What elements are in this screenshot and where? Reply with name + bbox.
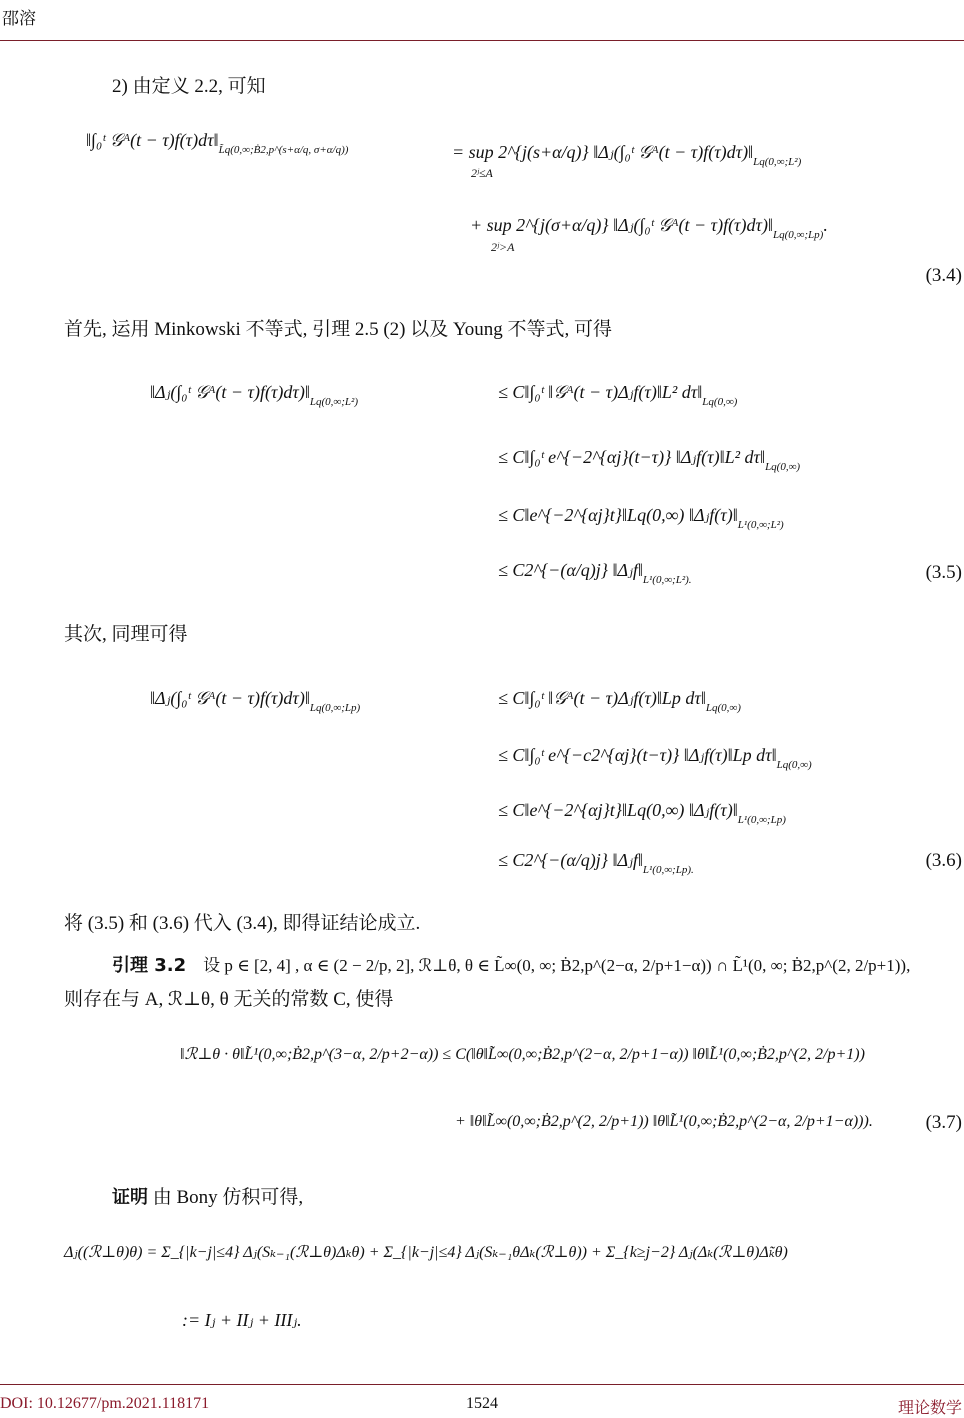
eq35-l3-text: ≤ C‖e^{−2^{αj}t}‖Lq(0,∞) ‖Δⱼf(τ)‖ [498,505,738,525]
para-first: 首先, 运用 Minkowski 不等式, 引理 2.5 (2) 以及 Young 不等式, 可得 [64,319,613,340]
eq36-l4-sub: L¹(0,∞;Lp). [642,864,694,876]
footer-page-number: 1524 [466,1395,498,1412]
eq34-line2: + sup 2^{j(σ+α/q)} ‖Δⱼ(∫₀ᵗ 𝒢ᴬ(t − $\tau)f(\tau)d\tau)‖_{Lq(0,\infty;Lp)}$. [470,215,828,241]
eq36-l1-sub: Lq(0,∞) [705,702,741,714]
eq34-rhs1 [452,142,801,169]
eq35-l4-text: ≤ C2^{−(α/q)j} ‖Δⱼf‖ [498,560,643,580]
eq36-l3-sub: L¹(0,∞;Lp) [737,814,786,826]
eq34-rhs1-sub: Lq(0,∞;L²) [753,156,802,168]
eq34-line2-text: + sup 2^{j(σ+α/q)} ‖Δⱼ(∫₀ᵗ 𝒢ᴬ(t − τ)f(τ)dτ)‖ [470,215,773,235]
proof-text: 由 Bony 仿积可得, [152,1187,304,1208]
eq36-l1-text: ≤ C‖∫₀ᵗ ‖𝒢ᴬ(t − τ)Δⱼf(τ)‖Lp dτ‖ [498,688,706,708]
eq34-line1 [86,130,348,157]
eq35-l1-sub: Lq(0,∞) [702,396,738,408]
eq35-tag: (3.5) [925,562,962,583]
eq35-lhs-sub: Lq(0,∞;L²) [309,396,359,408]
lemma-text1: 设 p ∈ [2, 4] , α ∈ (2 − 2/p, 2], ℛ⊥θ, θ ∈ L̃∞(0, ∞; Ḃ2,p^(2−α, 2/p+1−α)) ∩ L̃¹(0, ∞; Ḃ2,p^(2, 2/p+1)), [203,956,911,975]
eq35-l3-sub: L¹(0,∞;L²) [737,519,784,531]
eq35-l4-sub: L¹(0,∞;L²). [642,574,692,586]
para-conclude: 将 (3.5) 和 (3.6) 代入 (3.4), 即得证结论成立. [64,913,421,934]
eq36-lhs-text: ‖Δⱼ(∫₀ᵗ 𝒢ᴬ(t − τ)f(τ)dτ)‖ [150,688,310,708]
eq34-sup2-sub: 2ʲ>A [491,240,515,254]
lemma-line1 [112,955,910,978]
page-header [0,0,964,41]
proof-label: 证明 [112,1187,148,1208]
para-second: 其次, 同理可得 [64,624,188,645]
eq36-line1 [498,688,741,715]
eq37-tag: (3.7) [925,1112,962,1133]
eq34-line2-sub: Lq(0,∞;Lp) [773,229,824,241]
proof-line [112,1186,303,1210]
eq34-lhs-sub: L̃q(0,∞;Ḃ2,p^(s+α/q, σ+α/q)) [218,144,349,156]
eq34-lhs: ‖∫₀ᵗ 𝒢ᴬ(t − τ)f(τ)dτ‖ [86,130,219,150]
eq36-line4 [498,850,694,877]
eq36-tag: (3.6) [925,850,962,871]
eq35-line3 [498,505,784,532]
eq37-line1: ‖ℛ⊥θ · θ‖L̃¹(0,∞;Ḃ2,p^(3−α, 2/p+2−α)) ≤ C(‖θ‖L̃∞(0,∞;Ḃ2,p^(2−α, 2/p+1−α)) ‖θ‖L̃¹(0,∞;Ḃ2,p^(2, 2/p+1)) [180,1046,865,1063]
eq36-lhs [150,688,360,715]
eq34-sup1-sub: 2ʲ≤A [471,166,493,180]
eq34-rhs1-text: = sup 2^{j(s+α/q)} ‖Δⱼ(∫₀ᵗ 𝒢ᴬ(t − τ)f(τ)dτ)‖ [452,142,754,162]
eq34-tag: (3.4) [925,265,962,286]
page-footer [0,1384,964,1415]
eq37-line2: + ‖θ‖L̃∞(0,∞;Ḃ2,p^(2, 2/p+1)) ‖θ‖L̃¹(0,∞;Ḃ2,p^(2−α, 2/p+1−α))). [455,1113,873,1130]
para-part2: 2) 由定义 2.2, 可知 [112,76,266,97]
eq36-l2-text: ≤ C‖∫₀ᵗ e^{−c2^{αj}(t−τ)} ‖Δⱼf(τ)‖Lp dτ‖ [498,745,777,765]
eq35-line1 [498,382,737,409]
footer-journal: 理论数学 [897,1400,962,1417]
footer-doi: DOI: 10.12677/pm.2021.118171 [0,1395,210,1412]
eq36-lhs-sub: Lq(0,∞;Lp) [309,702,361,714]
eq35-l2-sub: Lq(0,∞) [765,461,801,473]
proof-eq2: := Iⱼ + IIⱼ + IIIⱼ. [182,1310,302,1330]
eq35-line4 [498,560,692,587]
lemma-line2: 则存在与 A, ℛ⊥θ, θ 无关的常数 C, 使得 [64,989,394,1010]
header-author: 邵溶 [2,9,36,28]
eq36-line3 [498,800,786,827]
proof-eq1: Δⱼ((ℛ⊥θ)θ) = Σ_{|k−j|≤4} Δⱼ(Sₖ₋₁(ℛ⊥θ)Δₖθ) + Σ_{|k−j|≤4} Δⱼ(Sₖ₋₁θΔₖ(ℛ⊥θ)) + Σ_{k≥j−2} Δⱼ(Δₖ(ℛ⊥θ)Δ̃ₖθ) [64,1244,788,1261]
eq35-l1-text: ≤ C‖∫₀ᵗ ‖𝒢ᴬ(t − τ)Δⱼf(τ)‖L² dτ‖ [498,382,703,402]
eq36-line2 [498,745,812,772]
eq35-lhs [150,382,358,409]
eq35-lhs-text: ‖Δⱼ(∫₀ᵗ 𝒢ᴬ(t − τ)f(τ)dτ)‖ [150,382,310,402]
lemma-label: 引理 3.2 [112,955,187,976]
eq36-l4-text: ≤ C2^{−(α/q)j} ‖Δⱼf‖ [498,850,643,870]
eq35-line2 [498,447,800,474]
eq36-l3-text: ≤ C‖e^{−2^{αj}t}‖Lq(0,∞) ‖Δⱼf(τ)‖ [498,800,738,820]
eq35-l2-text: ≤ C‖∫₀ᵗ e^{−2^{αj}(t−τ)} ‖Δⱼf(τ)‖L² dτ‖ [498,447,766,467]
eq36-l2-sub: Lq(0,∞) [776,759,812,771]
